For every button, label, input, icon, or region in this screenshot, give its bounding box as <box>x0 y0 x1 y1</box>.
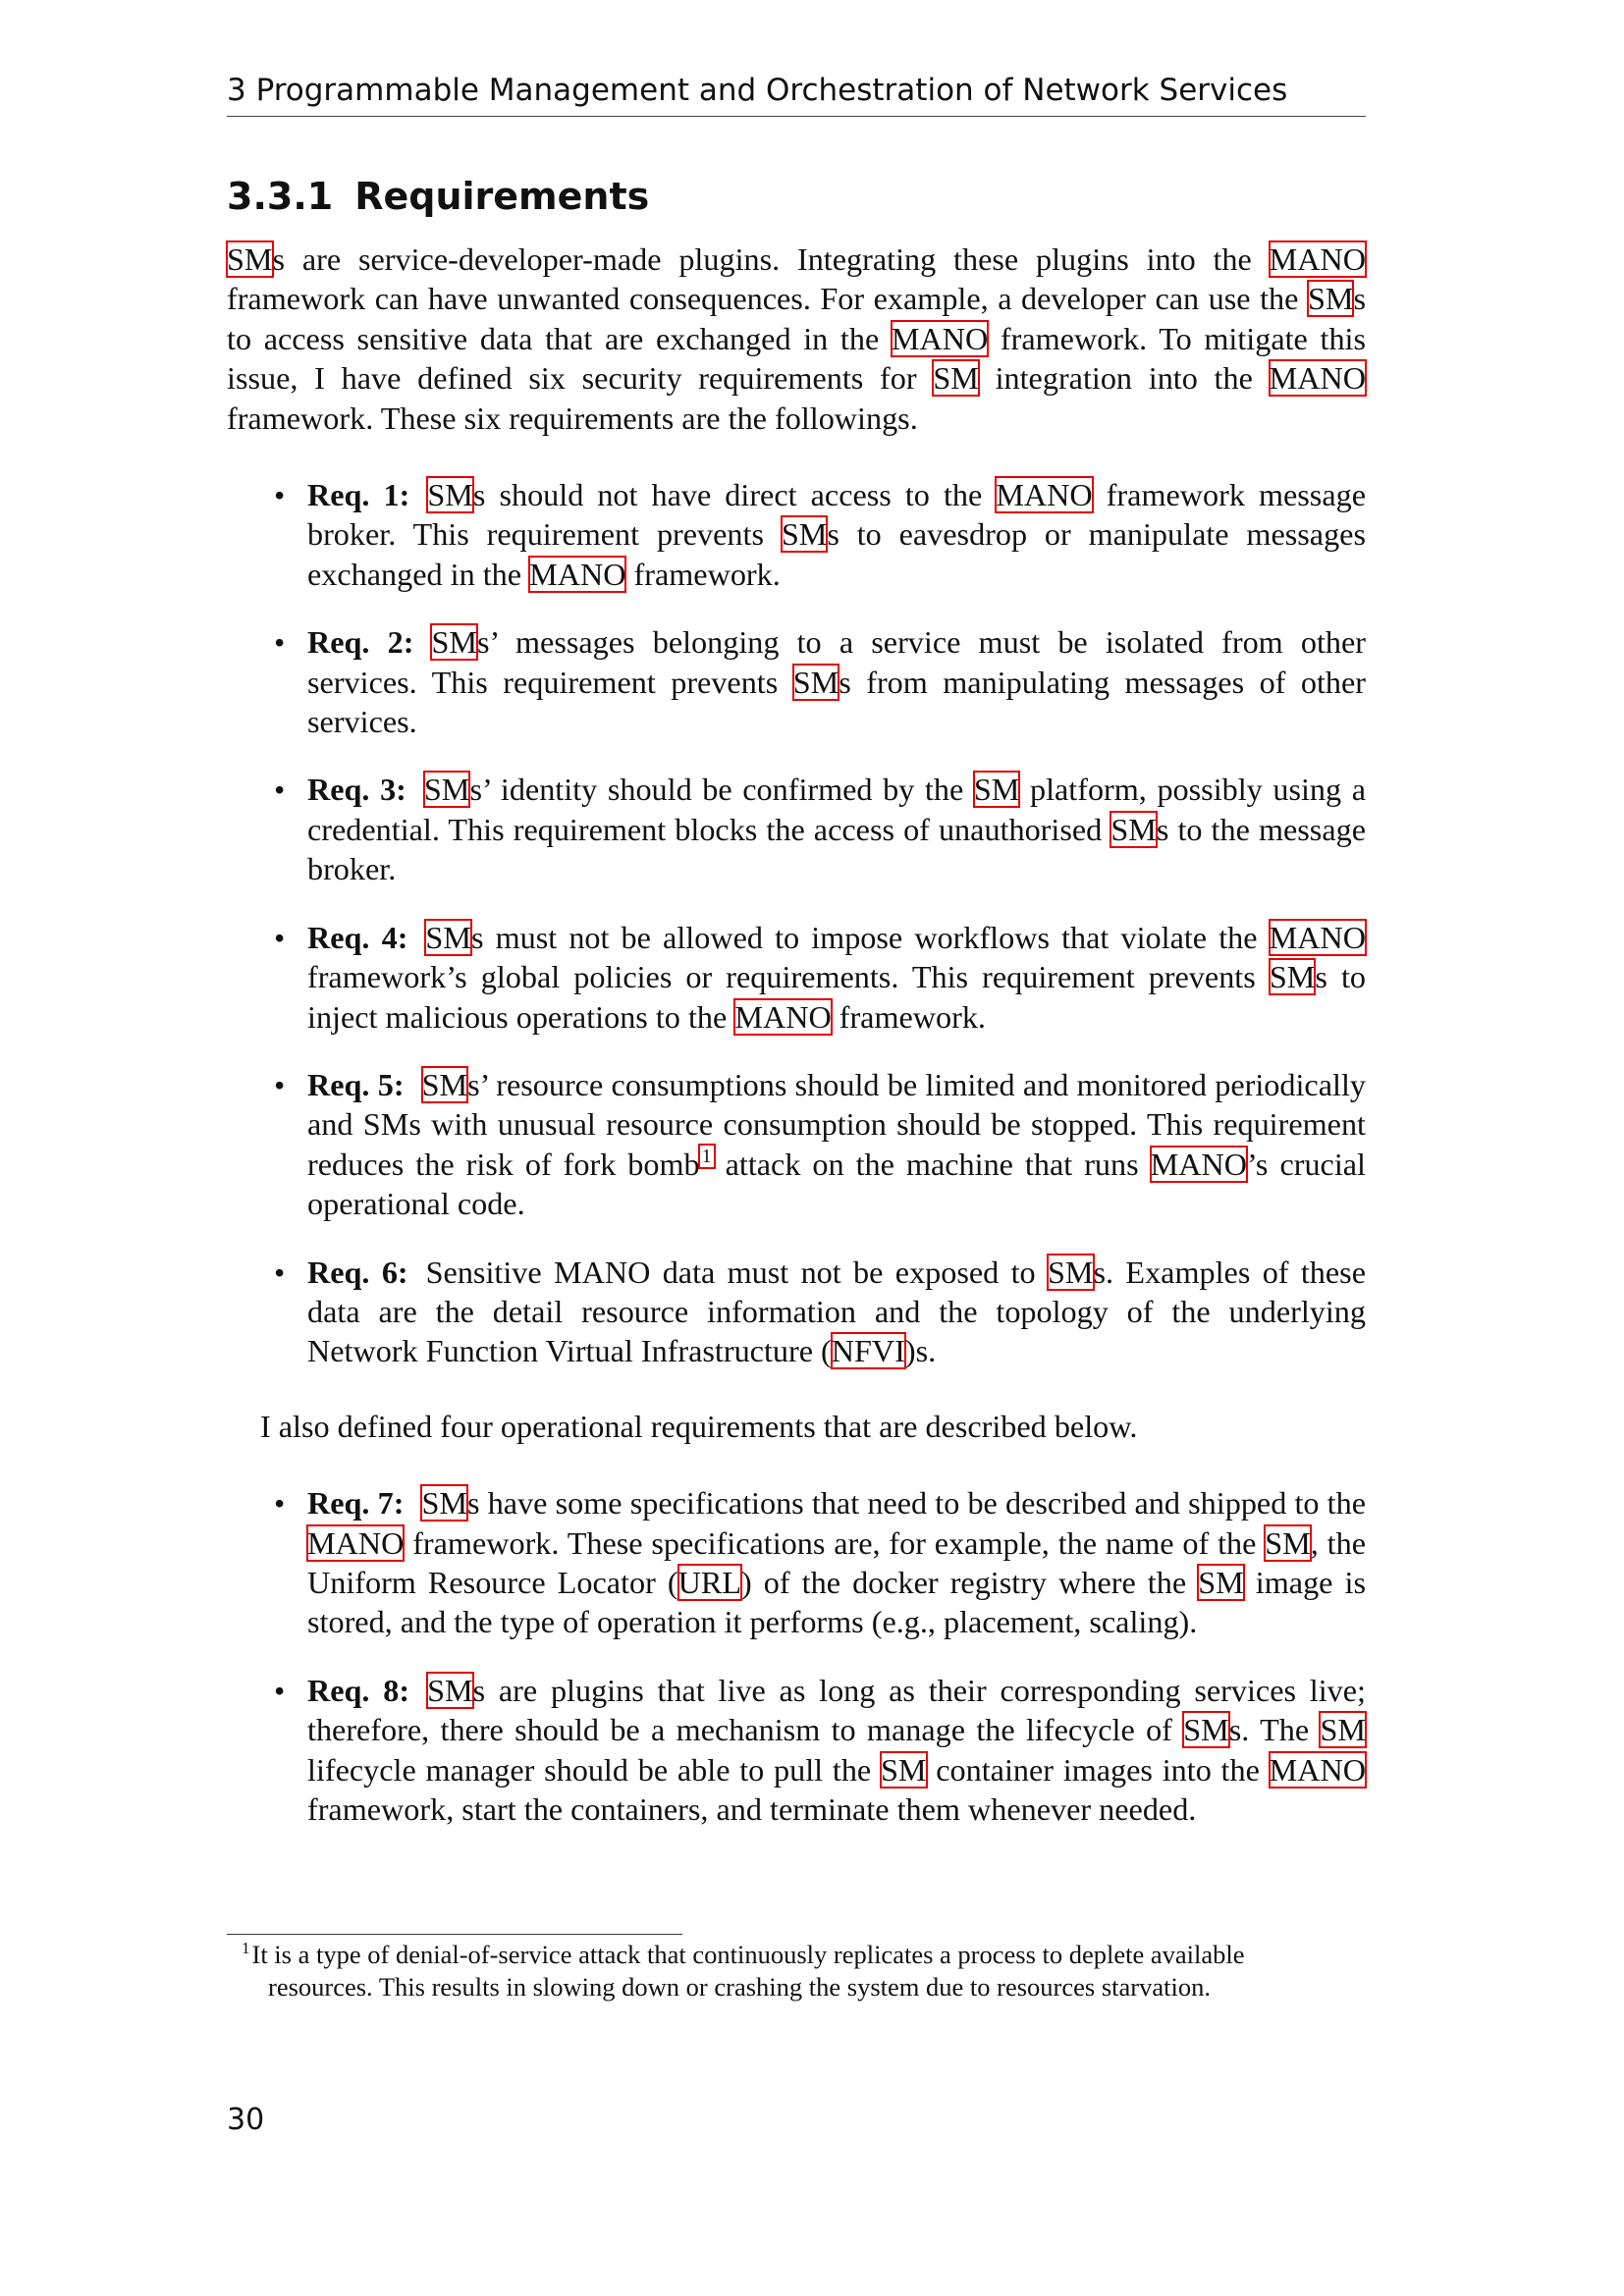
bullet: • <box>274 1672 286 1708</box>
text-run: s have some specifications that need to be described and shipped to the <box>467 1485 1366 1522</box>
bullet: • <box>274 624 286 661</box>
requirement-label: Req. 8: <box>307 1672 410 1708</box>
acronym-link-sm[interactable]: SM <box>1110 811 1157 847</box>
acronym-link-sm[interactable]: SM <box>1320 1712 1366 1748</box>
acronym-link-mano[interactable]: MANO <box>996 477 1093 513</box>
requirement-item-3 <box>227 770 1366 888</box>
text-run: framework, start the containers, and terminate them whenever needed. <box>307 1791 1197 1827</box>
requirement-item-6 <box>227 1253 1366 1371</box>
requirement-label: Req. 6: <box>307 1254 408 1290</box>
acronym-link-sm[interactable]: SM <box>427 477 473 513</box>
acronym-link-sm[interactable]: SM <box>1047 1254 1094 1290</box>
text-run: s should not have direct access to the <box>472 477 997 513</box>
acronym-link-sm[interactable]: SM <box>1198 1564 1244 1600</box>
text-run: s from manipulating messages of other services. <box>307 664 1366 740</box>
acronym-link-sm[interactable]: SM <box>425 919 471 955</box>
text-run: framework can have unwanted consequences. For example, a developer can use the <box>227 281 1308 317</box>
acronym-link-mano[interactable]: MANO <box>1150 1146 1247 1182</box>
text-run: s. The <box>1228 1712 1321 1748</box>
text-run: , the Uniform Resource Locator ( <box>307 1524 1366 1600</box>
acronym-link-sm[interactable]: SM <box>1307 281 1354 317</box>
text-run: framework message broker. This requirement prevents <box>307 477 1366 553</box>
requirement-item-8 <box>227 1671 1366 1830</box>
text-run: ’s crucial operational code. <box>307 1146 1366 1222</box>
operational-requirements-list <box>227 1483 1366 1829</box>
bullet: • <box>274 919 286 955</box>
acronym-link-mano[interactable]: MANO <box>1269 1751 1366 1788</box>
acronym-link-sm[interactable]: SM <box>1265 1524 1311 1561</box>
acronym-link-sm[interactable]: SM <box>423 772 470 808</box>
body-text <box>227 240 1366 1829</box>
acronym-link-sm[interactable]: SM <box>227 241 273 277</box>
text-run: framework. <box>831 998 986 1035</box>
footnote-divider <box>227 1934 682 1935</box>
acronym-link-url[interactable]: URL <box>677 1564 741 1600</box>
text-run: lifecycle manager should be able to pull the <box>307 1751 881 1788</box>
acronym-link-sm[interactable]: SM <box>781 516 828 553</box>
acronym-link-sm[interactable]: SM <box>1269 959 1316 995</box>
text-run: framework’s global policies or requirements. This requirement prevents <box>307 959 1270 995</box>
text-run: s’ identity should be confirmed by the <box>469 772 974 808</box>
security-requirements-list <box>227 475 1366 1371</box>
requirement-label: Req. 3: <box>307 772 406 808</box>
acronym-link-sm[interactable]: SM <box>421 1485 467 1522</box>
acronym-link-sm[interactable]: SM <box>973 772 1020 808</box>
text-run: image is stored, and the type of operation it performs (e.g., placement, scaling). <box>307 1564 1366 1640</box>
section-title: Requirements <box>354 175 650 218</box>
bullet: • <box>274 1254 286 1290</box>
text-run: framework. To mitigate this issue, I have defined six security requirements for <box>227 320 1367 397</box>
text-run: s to the message broker. <box>307 811 1366 887</box>
text-run: s to inject malicious operations to the <box>307 959 1366 1035</box>
operational-intro-paragraph: I also defined four operational requirements that are described below. <box>260 1408 1138 1444</box>
text-run: attack on the machine that runs <box>713 1146 1151 1182</box>
acronym-link-sm[interactable]: SM <box>431 624 477 661</box>
running-header: 3 Programmable Management and Orchestration of Network Services <box>227 73 1366 117</box>
text-run: s’ resource consumptions should be limited and monitored periodically and SMs with unusual resource consumption should be stopped. This requirement reduces the risk of fork bomb <box>307 1066 1366 1182</box>
requirement-item-1 <box>227 475 1366 594</box>
acronym-link-mano[interactable]: MANO <box>1269 241 1366 277</box>
text-run: container images into the <box>926 1751 1270 1788</box>
requirement-label: Req. 4: <box>307 919 408 955</box>
acronym-link-sm[interactable]: SM <box>880 1751 927 1788</box>
acronym-link-sm[interactable]: SM <box>933 360 979 397</box>
acronym-link-nfvi[interactable]: NFVI <box>831 1333 905 1369</box>
text-run: s to access sensitive data that are exchanged in the <box>227 281 1366 356</box>
footnote-line-1: It is a type of denial-of-service attack that continuously replicates a process to deplete available <box>251 1940 1245 1969</box>
text-run: )s. <box>904 1333 937 1369</box>
footnote <box>227 1939 1366 2003</box>
text-run: s are plugins that live as long as their corresponding services live; therefore, there should be a mechanism to manage the lifecycle of <box>307 1672 1366 1748</box>
acronym-link-mano[interactable]: MANO <box>1269 919 1366 955</box>
requirement-label: Req. 5: <box>307 1066 405 1102</box>
text-run: framework. <box>625 556 781 592</box>
acronym-link-sm[interactable]: SM <box>427 1672 473 1708</box>
requirement-label: Req. 1: <box>307 477 410 513</box>
text-run: Sensitive MANO data must not be exposed to <box>425 1254 1048 1290</box>
acronym-link-sm[interactable]: SM <box>792 664 839 700</box>
bullet: • <box>274 1066 286 1102</box>
footnote-line-2: resources. This results in slowing down or crashing the system due to resources starvation. <box>268 1972 1211 2002</box>
acronym-link-mano[interactable]: MANO <box>1269 360 1366 397</box>
section-number: 3.3.1 <box>227 175 334 218</box>
acronym-link-sm[interactable]: SM <box>421 1066 468 1102</box>
footnote-reference-link[interactable]: 1 <box>701 1145 712 1167</box>
requirement-item-4 <box>227 918 1366 1037</box>
acronym-link-sm[interactable]: SM <box>1183 1712 1229 1748</box>
requirement-label: Req. 7: <box>307 1485 405 1522</box>
text-run: integration into the <box>978 360 1270 397</box>
requirement-item-7 <box>227 1483 1366 1642</box>
text-run: platform, possibly using a credential. This requirement blocks the access of unauthorised <box>307 772 1367 847</box>
acronym-link-mano[interactable]: MANO <box>734 998 832 1035</box>
section-heading <box>227 175 649 218</box>
acronym-link-mano[interactable]: MANO <box>891 320 989 356</box>
bullet: • <box>274 1485 286 1522</box>
text-run: s. Examples of these data are the detail resource information and the topology of the underlying Network Function Virtual Infrastructure ( <box>307 1254 1366 1369</box>
bullet: • <box>274 772 286 808</box>
text-run: s to eavesdrop or manipulate messages exchanged in the <box>307 516 1366 592</box>
text-run: framework. These specifications are, for example, the name of the <box>404 1524 1266 1561</box>
page-number: 30 <box>227 2103 265 2137</box>
intro-paragraph <box>227 240 1366 438</box>
text-run: ) of the docker registry where the <box>741 1564 1199 1600</box>
bullet: • <box>274 477 286 513</box>
requirement-item-5 <box>227 1065 1366 1224</box>
text-run: s’ messages belonging to a service must be isolated from other services. This requirement prevents <box>307 624 1366 700</box>
requirement-item-2 <box>227 622 1366 741</box>
requirement-label: Req. 2: <box>307 624 414 661</box>
acronym-link-mano[interactable]: MANO <box>529 556 626 592</box>
acronym-link-mano[interactable]: MANO <box>307 1524 405 1561</box>
text-run: s must not be allowed to impose workflows that violate the <box>470 919 1270 955</box>
footnote-mark: 1 <box>242 1939 250 1957</box>
text-run: s are service-developer-made plugins. Integrating these plugins into the <box>272 241 1270 277</box>
text-run: framework. These six requirements are the followings. <box>227 400 918 436</box>
